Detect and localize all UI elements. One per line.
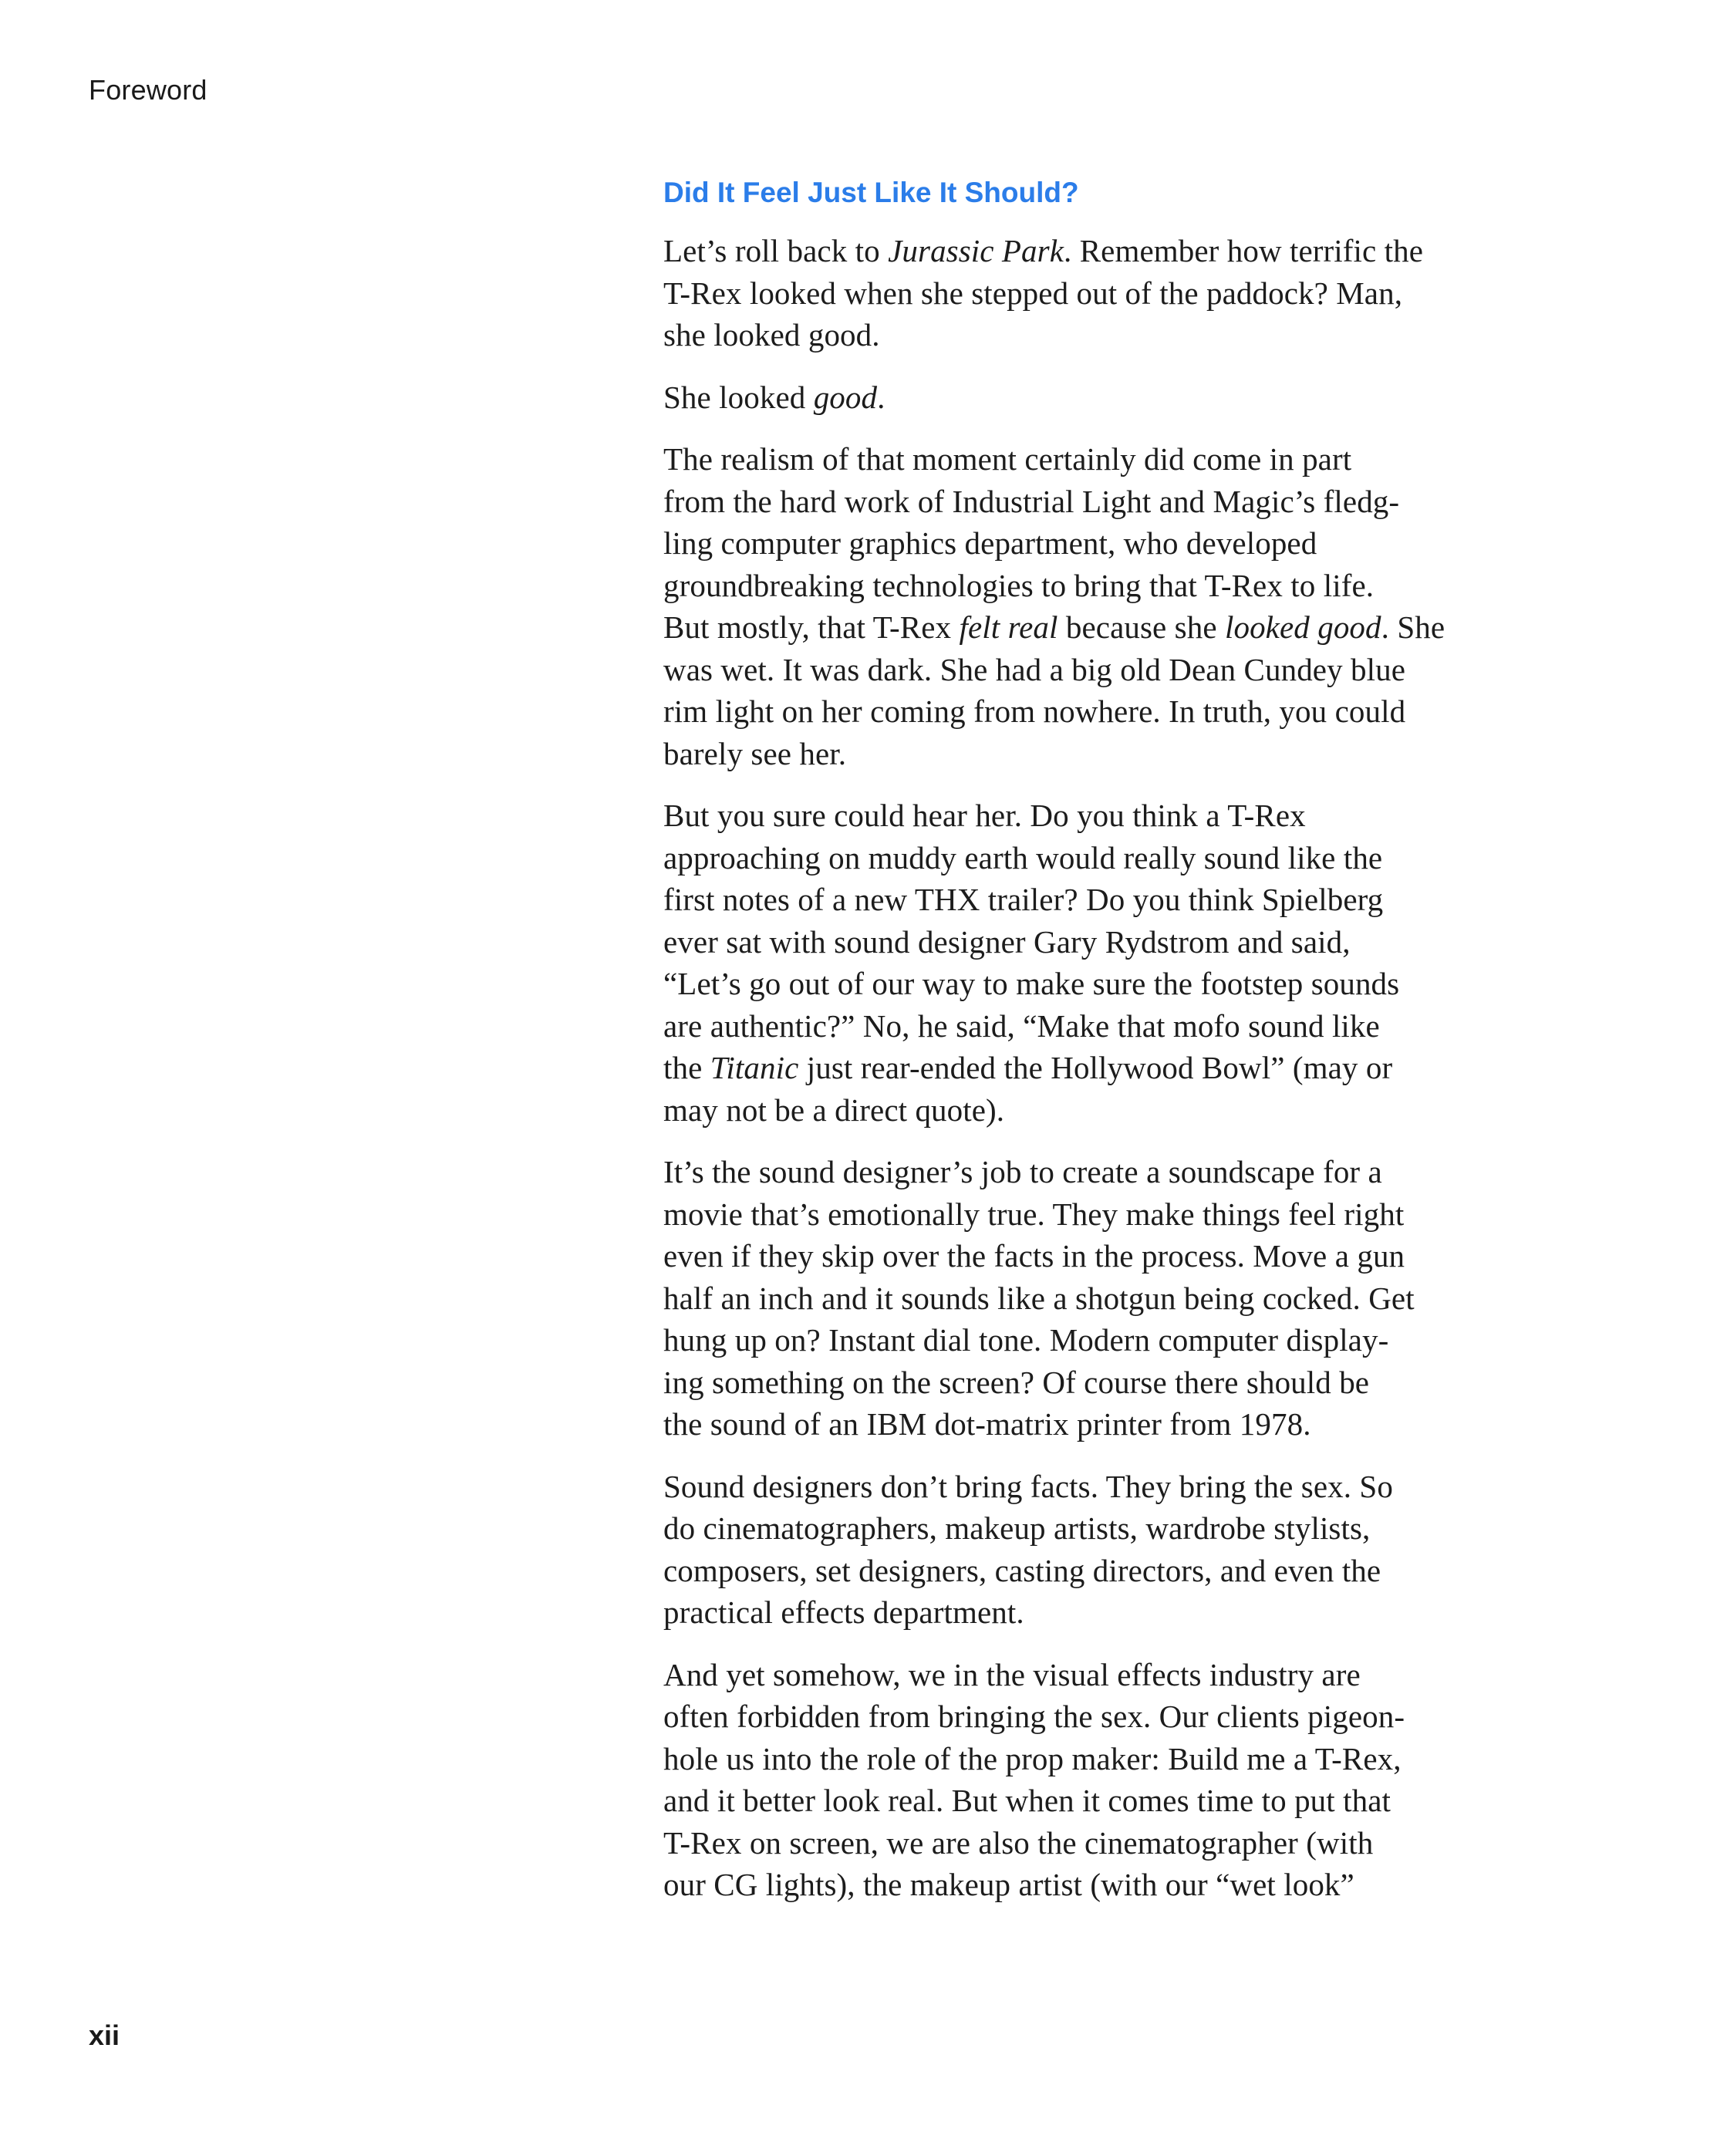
paragraph-2 — [663, 376, 1520, 419]
paragraph-6-line-2: do cinematographers, makeup artists, wardrobe stylists, — [663, 1510, 1371, 1546]
paragraph-4-line-3: first notes of a new THX trailer? Do you think Spielberg — [663, 882, 1384, 917]
paragraph-4-line-2: approaching on muddy earth would really sound like the — [663, 839, 1383, 876]
paragraph-7-line-4: and it better look real. But when it comes time to put that — [663, 1783, 1391, 1818]
paragraph-3-line-4: groundbreaking technologies to bring that T-Rex to life. — [663, 567, 1375, 603]
paragraph-3-line-1: The realism of that moment certainly did come in part — [663, 441, 1352, 477]
paragraph-3-line-3: ling computer graphics department, who developed — [663, 525, 1317, 561]
paragraph-5-line-6: ing something on the screen? Of course there should be — [663, 1364, 1370, 1400]
paragraph-2-line-1: She looked good. — [663, 379, 885, 415]
paragraph-7-line-1: And yet somehow, we in the visual effects industry are — [663, 1656, 1361, 1692]
paragraph-5-line-7: the sound of an IBM dot-matrix printer from 1978. — [663, 1406, 1311, 1442]
paragraph-3-line-8: barely see her. — [663, 735, 847, 771]
paragraph-7-line-6: our CG lights), the makeup artist (with our “wet look” — [663, 1867, 1354, 1902]
paragraph-7-line-5: T-Rex on screen, we are also the cinematographer (with — [663, 1824, 1374, 1861]
paragraph-4-line-7: the Titanic just rear-ended the Hollywood Bowl” (may or — [663, 1050, 1393, 1085]
paragraph-1 — [663, 230, 1520, 356]
paragraph-5-line-5: hung up on? Instant dial tone. Modern computer display- — [663, 1322, 1389, 1358]
paragraph-3-line-6: was wet. It was dark. She had a big old Dean Cundey blue — [663, 651, 1406, 687]
paragraph-5-line-3: even if they skip over the facts in the process. Move a gun — [663, 1238, 1405, 1274]
main-content — [663, 173, 1520, 1926]
emphasis: looked good — [1224, 609, 1381, 645]
paragraph-3-line-5: But mostly, that T-Rex felt real because she looked good. She — [663, 609, 1445, 645]
paragraph-3 — [663, 438, 1520, 774]
paragraph-4-line-1: But you sure could hear her. Do you think a T-Rex — [663, 798, 1306, 833]
section-heading: Did It Feel Just Like It Should? — [663, 177, 1079, 208]
paragraph-1-line-3: she looked good. — [663, 317, 880, 353]
emphasis: good — [813, 379, 878, 415]
paragraph-4 — [663, 795, 1520, 1131]
paragraph-4-line-6: are authentic?” No, he said, “Make that mofo sound like — [663, 1007, 1380, 1044]
paragraph-5 — [663, 1151, 1520, 1446]
paragraph-6-line-1: Sound designers don’t bring facts. They bring the sex. So — [663, 1468, 1393, 1504]
page-number: xii — [89, 2019, 120, 2051]
paragraph-4-line-8: may not be a direct quote). — [663, 1091, 1005, 1128]
emphasis: felt real — [959, 609, 1058, 645]
paragraph-4-line-4: ever sat with sound designer Gary Rydstrom and said, — [663, 923, 1351, 960]
paragraph-4-line-5: “Let’s go out of our way to make sure the footstep sounds — [663, 966, 1400, 1001]
paragraph-3-line-7: rim light on her coming from nowhere. In truth, you could — [663, 693, 1406, 729]
paragraph-7 — [663, 1654, 1520, 1906]
running-head: Foreword — [89, 74, 207, 106]
paragraph-5-line-2: movie that’s emotionally true. They make things feel right — [663, 1196, 1405, 1232]
paragraph-7-line-2: often forbidden from bringing the sex. Our clients pigeon- — [663, 1699, 1405, 1734]
paragraph-7-line-3: hole us into the role of the prop maker: Build me a T-Rex, — [663, 1740, 1402, 1776]
paragraph-3-line-2: from the hard work of Industrial Light and Magic’s fledg- — [663, 483, 1400, 519]
paragraph-5-line-4: half an inch and it sounds like a shotgun being cocked. Get — [663, 1280, 1415, 1316]
film-title: Titanic — [710, 1050, 799, 1085]
paragraph-6-line-4: practical effects department. — [663, 1594, 1024, 1630]
film-title: Jurassic Park — [888, 233, 1064, 268]
paragraph-5-line-1: It’s the sound designer’s job to create a soundscape for a — [663, 1154, 1382, 1189]
paragraph-1-line-1: Let’s roll back to Jurassic Park. Remember how terrific the — [663, 233, 1424, 268]
paragraph-6-line-3: composers, set designers, casting directors, and even the — [663, 1552, 1381, 1588]
paragraph-1-line-2: T-Rex looked when she stepped out of the paddock? Man, — [663, 275, 1403, 311]
paragraph-6 — [663, 1466, 1520, 1634]
